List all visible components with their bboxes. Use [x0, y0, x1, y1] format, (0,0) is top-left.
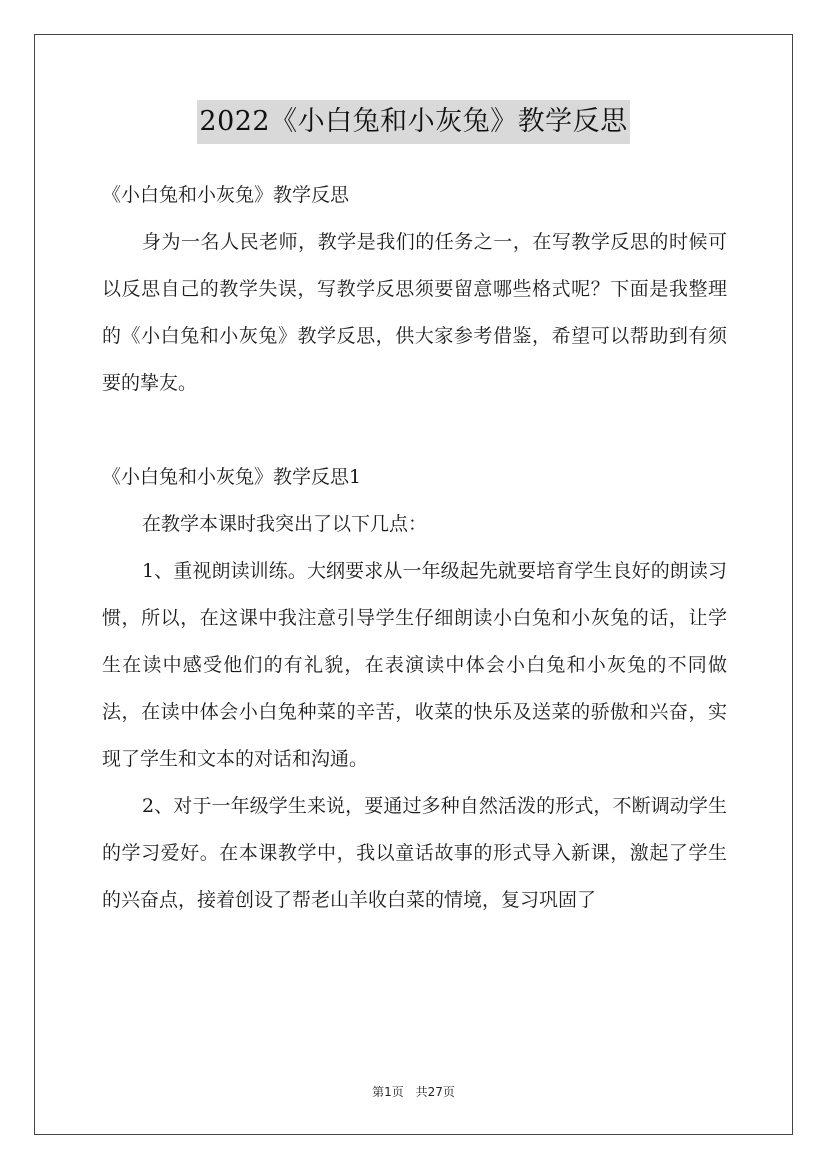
section-lead-paragraph: 在教学本课时我突出了以下几点： [142, 513, 428, 535]
page-number: 第1页 [372, 1085, 404, 1099]
title-container [0, 100, 827, 144]
page-total: 共27页 [415, 1085, 455, 1099]
point-2-paragraph: 2、对于一年级学生来说，要通过多种自然活泼的形式，不断调动学生的学习爱好。在本课教学中，我以童话故事的形式导入新课，激起了学生的兴奋点，接着创设了帮老山羊收白菜的情境，复习巩固了 [102, 795, 727, 911]
page-footer [0, 1083, 827, 1100]
subtitle: 《小白兔和小灰兔》教学反思 [102, 184, 350, 206]
intro-paragraph: 身为一名人民老师，教学是我们的任务之一，在写教学反思的时候可以反思自己的教学失误，写教学反思须要留意哪些格式呢？下面是我整理的《小白兔和小灰兔》教学反思，供大家参考借鉴，希望可以帮助到有须要的挚友。 [102, 231, 727, 394]
document-title: 2022《小白兔和小灰兔》教学反思 [197, 100, 629, 144]
point-1-paragraph: 1、重视朗读训练。大纲要求从一年级起先就要培育学生良好的朗读习惯，所以，在这课中我注意引导学生仔细朗读小白兔和小灰兔的话，让学生在读中感受他们的有礼貌，在表演读中体会小白兔和小灰兔的不同做法，在读中体会小白兔种菜的辛苦，收菜的快乐及送菜的骄傲和兴奋，实现了学生和文本的对话和沟通。 [102, 560, 727, 770]
document-body [102, 172, 727, 924]
spacer [102, 407, 727, 454]
section-heading: 《小白兔和小灰兔》教学反思1 [102, 466, 362, 488]
